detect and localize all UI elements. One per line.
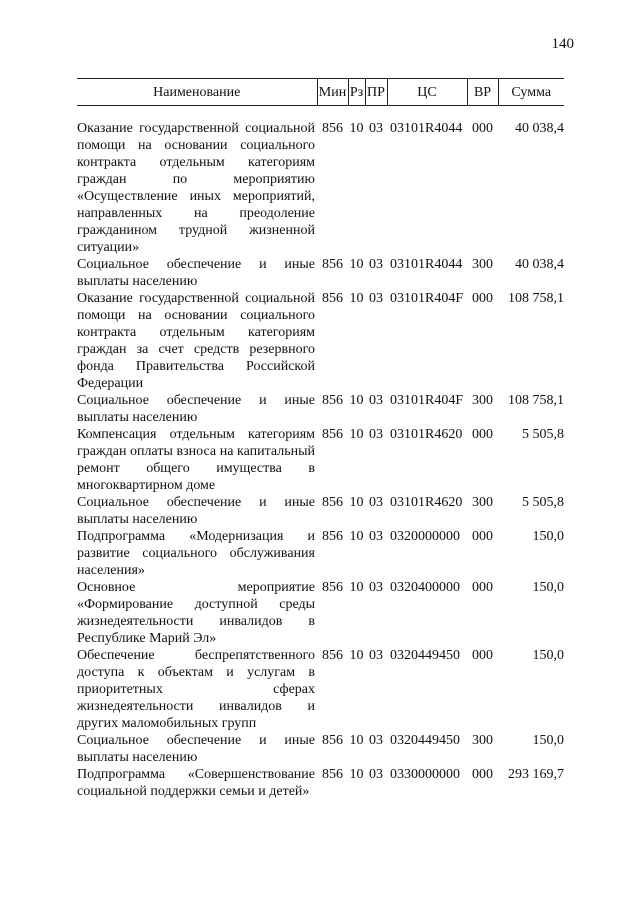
table-row bbox=[77, 290, 564, 392]
header-name: Наименование bbox=[77, 79, 317, 106]
cell-sum: 150,0 bbox=[532, 529, 564, 544]
cell-cs: 03101R4620 bbox=[390, 427, 463, 442]
table-row bbox=[77, 120, 564, 256]
cell-vr: 000 bbox=[472, 580, 493, 595]
cell-vr: 000 bbox=[472, 291, 493, 306]
table-row bbox=[77, 528, 564, 579]
table-row bbox=[77, 766, 564, 800]
table-row bbox=[77, 392, 564, 426]
cell-cs: 03101R4620 bbox=[390, 495, 463, 510]
cell-rz: 10 bbox=[349, 427, 364, 442]
cell-cs: 03101R404F bbox=[390, 291, 464, 306]
cell-vr: 000 bbox=[472, 767, 493, 782]
cell-rz: 10 bbox=[349, 393, 364, 408]
cell-vr: 300 bbox=[472, 495, 493, 510]
cell-cs: 0320000000 bbox=[390, 529, 460, 544]
header-cs: ЦС bbox=[387, 79, 467, 106]
cell-vr: 300 bbox=[472, 393, 493, 408]
cell-sum: 40 038,4 bbox=[515, 121, 564, 136]
cell-name: Подпрограмма «Совершенствование социальной поддержки семьи и детей» bbox=[77, 767, 315, 799]
cell-rz: 10 bbox=[349, 733, 364, 748]
cell-vr: 300 bbox=[472, 733, 493, 748]
cell-name: Социальное обеспечение и иные выплаты населению bbox=[77, 733, 315, 765]
header-min: Мин bbox=[317, 79, 348, 106]
cell-pr: 03 bbox=[369, 257, 383, 272]
cell-min: 856 bbox=[322, 580, 343, 595]
cell-sum: 150,0 bbox=[532, 733, 564, 748]
table-row bbox=[77, 494, 564, 528]
cell-pr: 03 bbox=[369, 529, 383, 544]
cell-min: 856 bbox=[322, 393, 343, 408]
table-row bbox=[77, 732, 564, 766]
cell-sum: 293 169,7 bbox=[508, 767, 564, 782]
cell-sum: 150,0 bbox=[532, 648, 564, 663]
cell-min: 856 bbox=[322, 767, 343, 782]
cell-vr: 000 bbox=[472, 121, 493, 136]
cell-name: Обеспечение беспрепятственного доступа к объектам и услугам в приоритетных сферах жизнедеятельности инвалидов и других маломобильных групп bbox=[77, 648, 315, 731]
cell-name: Компенсация отдельным категориям граждан оплаты взноса на капитальный ремонт общего имущества в многоквартирном доме bbox=[77, 427, 315, 493]
cell-pr: 03 bbox=[369, 648, 383, 663]
cell-min: 856 bbox=[322, 257, 343, 272]
cell-pr: 03 bbox=[369, 733, 383, 748]
cell-name: Оказание государственной социальной помощи на основании социального контракта отдельным категориям граждан за счет средств резервного фонда Правительства Российской Федерации bbox=[77, 291, 315, 391]
cell-sum: 5 505,8 bbox=[522, 495, 564, 510]
cell-sum: 108 758,1 bbox=[508, 393, 564, 408]
budget-table bbox=[77, 78, 564, 800]
table-row bbox=[77, 647, 564, 732]
cell-vr: 000 bbox=[472, 648, 493, 663]
cell-pr: 03 bbox=[369, 767, 383, 782]
cell-cs: 0320449450 bbox=[390, 733, 460, 748]
cell-pr: 03 bbox=[369, 427, 383, 442]
cell-cs: 0320449450 bbox=[390, 648, 460, 663]
cell-vr: 300 bbox=[472, 257, 493, 272]
cell-pr: 03 bbox=[369, 495, 383, 510]
cell-cs: 0320400000 bbox=[390, 580, 460, 595]
cell-pr: 03 bbox=[369, 580, 383, 595]
table-row bbox=[77, 256, 564, 290]
cell-min: 856 bbox=[322, 733, 343, 748]
cell-sum: 5 505,8 bbox=[522, 427, 564, 442]
cell-pr: 03 bbox=[369, 121, 383, 136]
cell-min: 856 bbox=[322, 648, 343, 663]
cell-name: Подпрограмма «Модернизация и развитие социального обслуживания населения» bbox=[77, 529, 315, 578]
cell-name: Социальное обеспечение и иные выплаты населению bbox=[77, 257, 315, 289]
cell-sum: 108 758,1 bbox=[508, 291, 564, 306]
cell-rz: 10 bbox=[349, 495, 364, 510]
cell-rz: 10 bbox=[349, 121, 364, 136]
cell-min: 856 bbox=[322, 427, 343, 442]
table-row bbox=[77, 426, 564, 494]
cell-sum: 40 038,4 bbox=[515, 257, 564, 272]
cell-rz: 10 bbox=[349, 257, 364, 272]
cell-pr: 03 bbox=[369, 393, 383, 408]
cell-name: Социальное обеспечение и иные выплаты населению bbox=[77, 393, 315, 425]
cell-cs: 03101R4044 bbox=[390, 257, 463, 272]
cell-min: 856 bbox=[322, 495, 343, 510]
cell-rz: 10 bbox=[349, 648, 364, 663]
header-pr: ПР bbox=[365, 79, 387, 106]
cell-vr: 000 bbox=[472, 529, 493, 544]
cell-name: Социальное обеспечение и иные выплаты населению bbox=[77, 495, 315, 527]
cell-rz: 10 bbox=[349, 529, 364, 544]
cell-min: 856 bbox=[322, 291, 343, 306]
cell-name: Оказание государственной социальной помощи на основании социального контракта отдельным категориям граждан по мероприятию «Осуществление иных мероприятий, направленных на преодоление гражданином трудной жизненной ситуации» bbox=[77, 121, 315, 255]
cell-pr: 03 bbox=[369, 291, 383, 306]
table-row bbox=[77, 579, 564, 647]
cell-min: 856 bbox=[322, 529, 343, 544]
cell-rz: 10 bbox=[349, 580, 364, 595]
cell-vr: 000 bbox=[472, 427, 493, 442]
cell-rz: 10 bbox=[349, 767, 364, 782]
header-vr: ВР bbox=[467, 79, 498, 106]
page-number: 140 bbox=[551, 36, 574, 52]
table-header-row bbox=[77, 79, 564, 106]
cell-name: Основное мероприятие «Формирование доступной среды жизнедеятельности инвалидов в Республике Марий Эл» bbox=[77, 580, 315, 646]
cell-cs: 0330000000 bbox=[390, 767, 460, 782]
header-sum: Сумма bbox=[498, 79, 564, 106]
cell-rz: 10 bbox=[349, 291, 364, 306]
cell-cs: 03101R4044 bbox=[390, 121, 463, 136]
header-rz: Рз bbox=[348, 79, 365, 106]
cell-sum: 150,0 bbox=[532, 580, 564, 595]
cell-cs: 03101R404F bbox=[390, 393, 464, 408]
cell-min: 856 bbox=[322, 121, 343, 136]
